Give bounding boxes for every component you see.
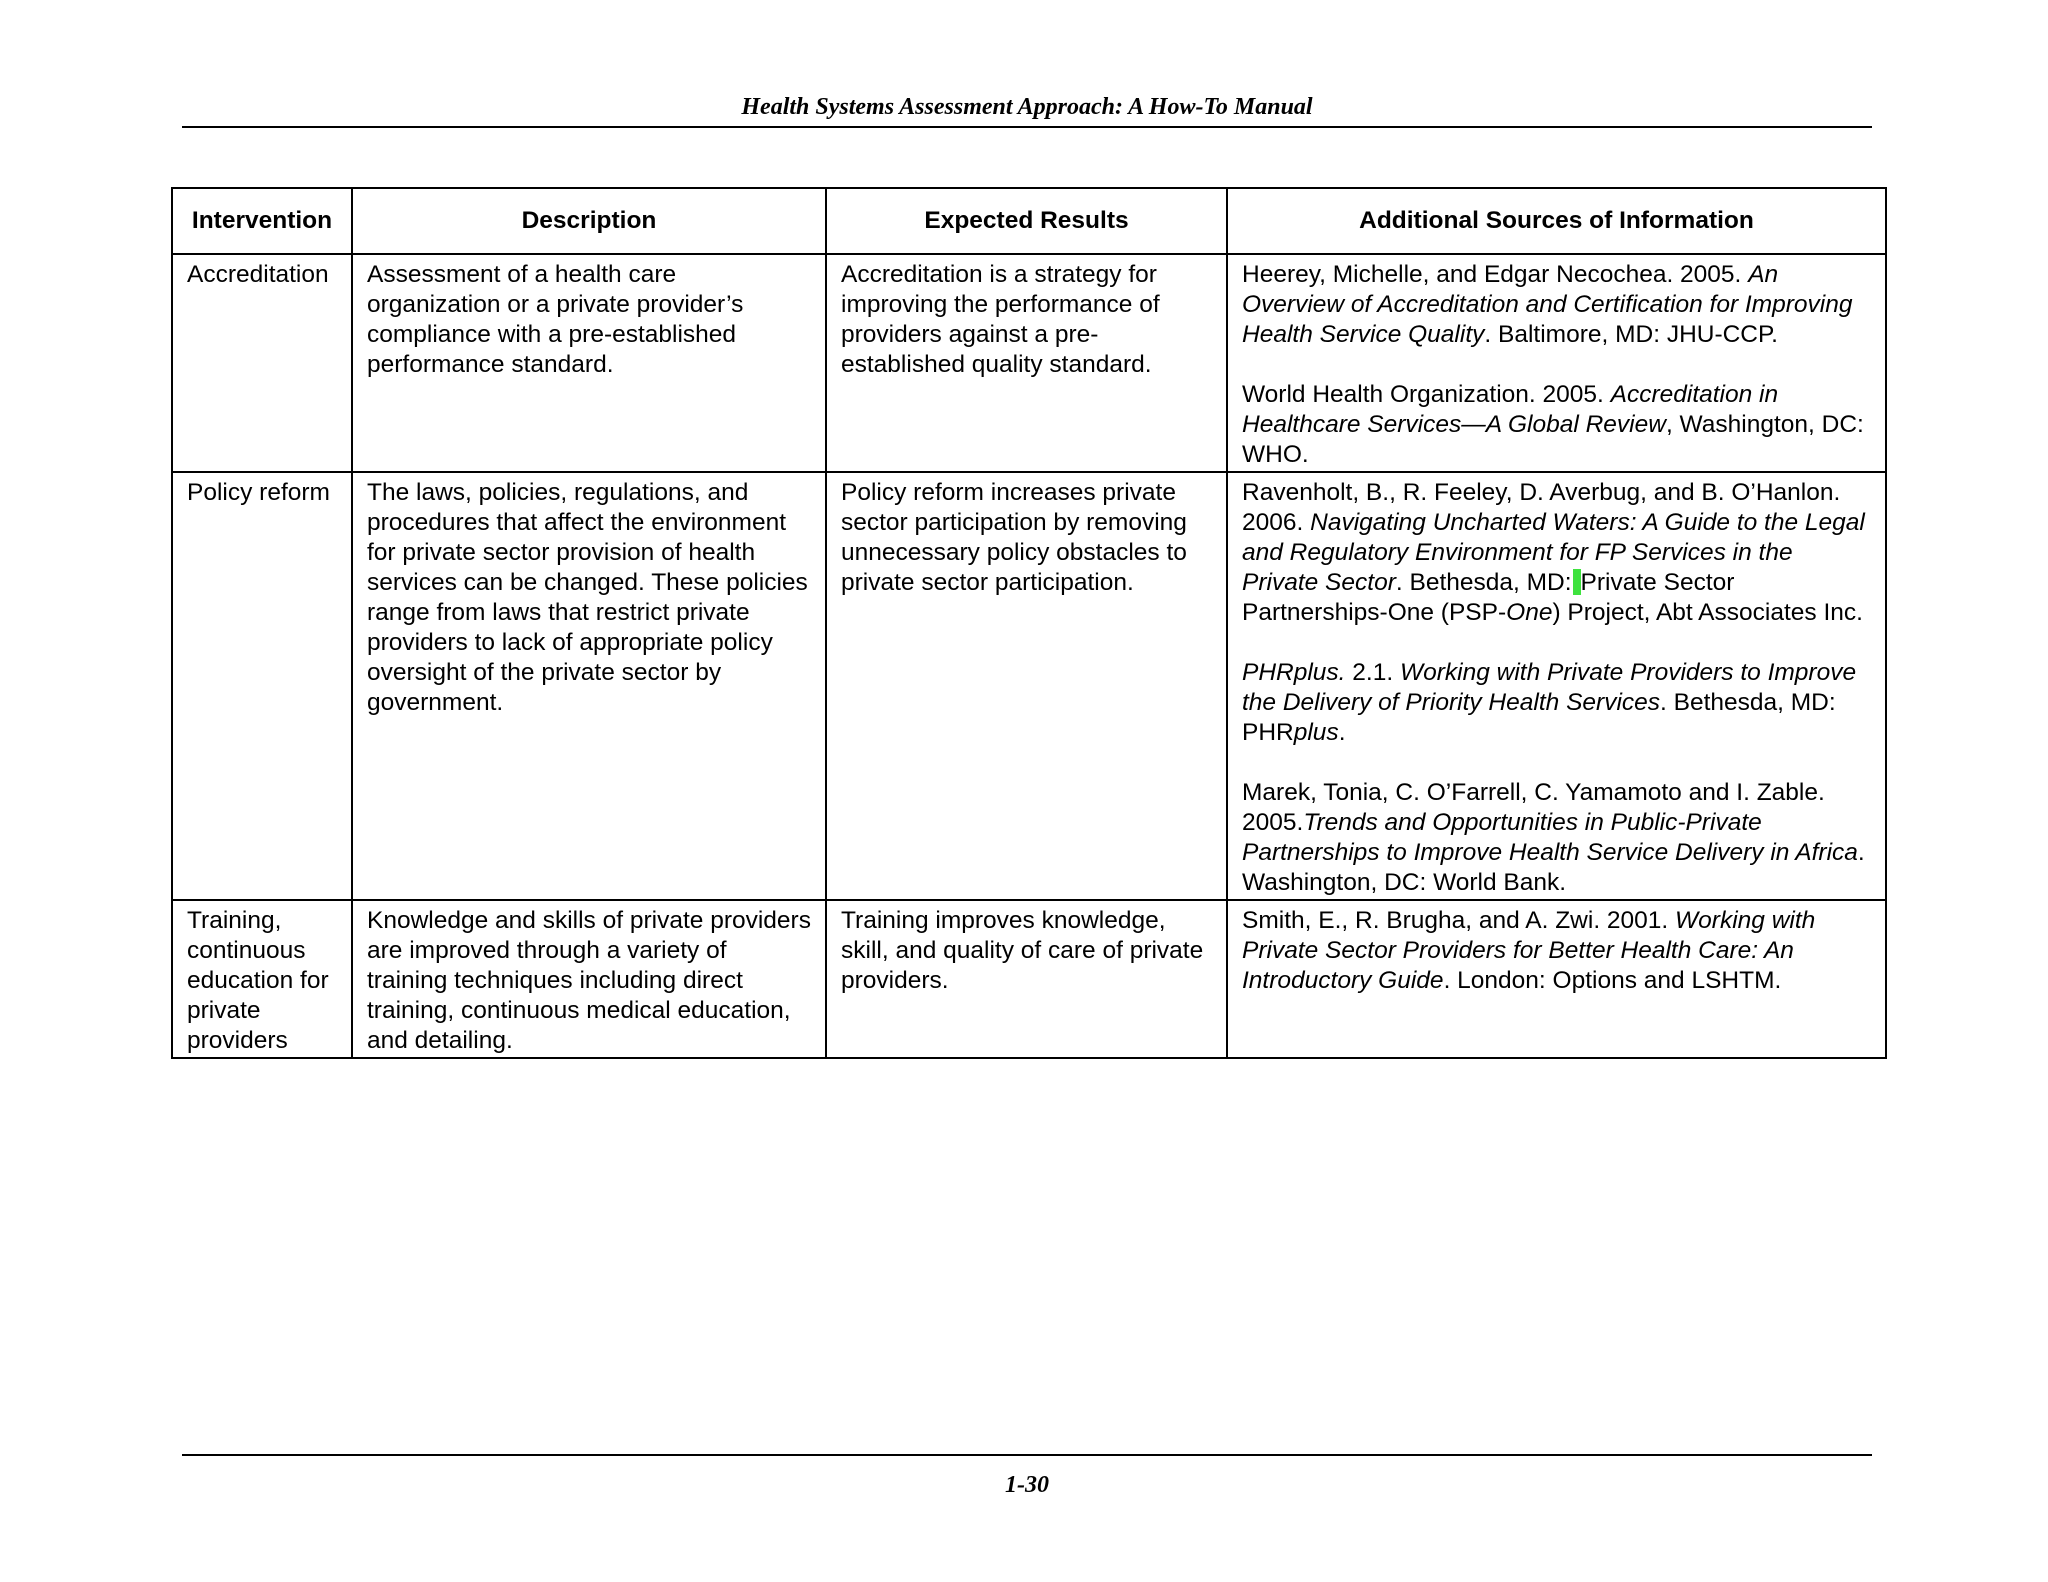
cell-expected-results: Accreditation is a strategy for improving the performance of providers against a pre-established quality standard.	[826, 254, 1227, 472]
cell-expected-results: Training improves knowledge, skill, and quality of care of private providers.	[826, 900, 1227, 1058]
table-row-accreditation	[172, 254, 1886, 472]
text-cursor-highlight	[1573, 569, 1581, 595]
footer-rule	[182, 1454, 1872, 1456]
source-citation: Smith, E., R. Brugha, and A. Zwi. 2001. Working with Private Sector Providers for Better Health Care: An Introductory Guide. London: Options and LSHTM.	[1242, 907, 1816, 994]
column-header-additional-sources: Additional Sources of Information	[1227, 188, 1886, 254]
cell-sources	[1227, 900, 1886, 1058]
table-row-training	[172, 900, 1886, 1058]
source-citation: World Health Organization. 2005. Accreditation in Healthcare Services—A Global Review, Washington, DC: WHO.	[1242, 381, 1864, 468]
page-number: 1-30	[1005, 1472, 1049, 1498]
column-header-description: Description	[352, 188, 826, 254]
header-rule	[182, 126, 1872, 128]
cell-sources	[1227, 254, 1886, 472]
column-header-expected-results: Expected Results	[826, 188, 1227, 254]
source-citation: Ravenholt, B., R. Feeley, D. Averbug, and B. O’Hanlon. 2006. Navigating Uncharted Waters: A Guide to the Legal and Regulatory Environment for FP Services in the Private Sector. Bethesda, MD: Private Sector Partnerships-One (PSP-One) Project, Abt Associates Inc.	[1242, 479, 1865, 626]
source-citation: Marek, Tonia, C. O’Farrell, C. Yamamoto and I. Zable. 2005.Trends and Opportunities in Public-Private Partnerships to Improve Health Service Delivery in Africa. Washington, DC: World Bank.	[1242, 779, 1865, 896]
source-citation: PHRplus. 2.1. Working with Private Providers to Improve the Delivery of Priority Health Services. Bethesda, MD: PHRplus.	[1242, 659, 1857, 746]
source-citation: Heerey, Michelle, and Edgar Necochea. 2005. An Overview of Accreditation and Certification for Improving Health Service Quality. Baltimore, MD: JHU-CCP.	[1242, 261, 1853, 348]
cell-description: Assessment of a health care organization or a private provider’s compliance with a pre-established performance standard.	[352, 254, 826, 472]
cell-intervention: Policy reform	[172, 472, 352, 900]
table-header-row	[172, 188, 1886, 254]
running-header: Health Systems Assessment Approach: A How-To Manual	[741, 94, 1313, 120]
cell-expected-results: Policy reform increases private sector participation by removing unnecessary policy obstacles to private sector participation.	[826, 472, 1227, 900]
cell-description: The laws, policies, regulations, and procedures that affect the environment for private sector provision of health services can be changed. These policies range from laws that restrict private providers to lack of appropriate policy oversight of the private sector by government.	[352, 472, 826, 900]
cell-description: Knowledge and skills of private providers are improved through a variety of training techniques including direct training, continuous medical education, and detailing.	[352, 900, 826, 1058]
cell-intervention: Accreditation	[172, 254, 352, 472]
interventions-table	[171, 187, 1887, 1059]
column-header-intervention: Intervention	[172, 188, 352, 254]
cell-sources	[1227, 472, 1886, 900]
table-row-policy-reform	[172, 472, 1886, 900]
cell-intervention: Training, continuous education for private providers	[172, 900, 352, 1058]
